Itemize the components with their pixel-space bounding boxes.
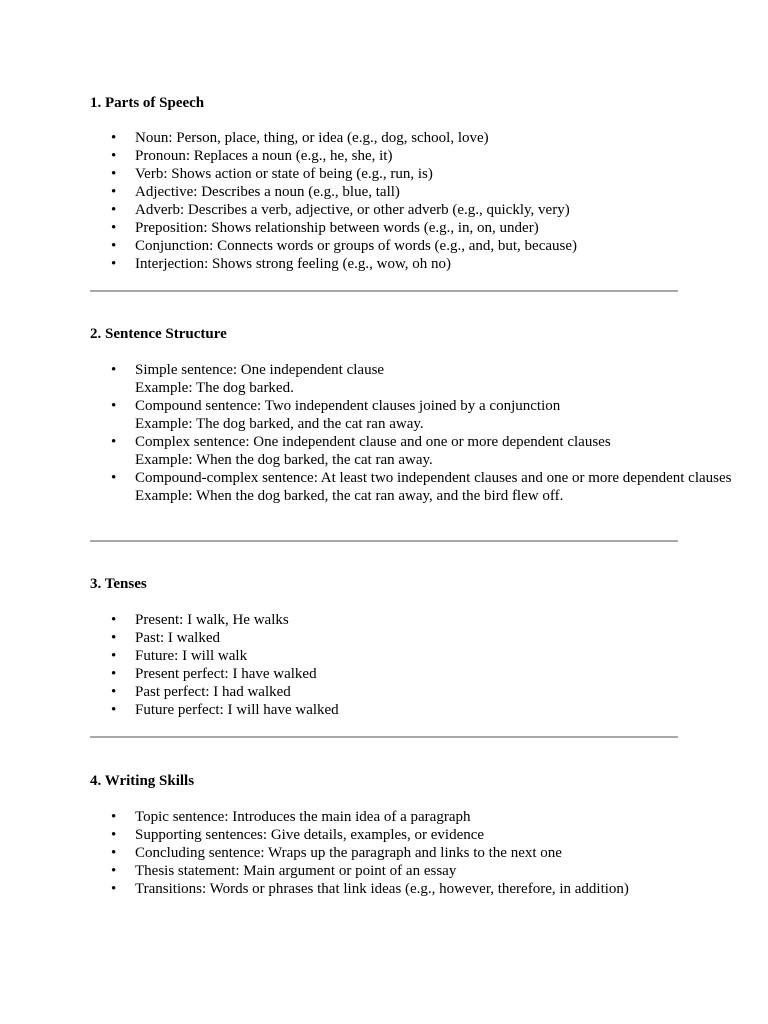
- list-item: • Interjection: Shows strong feeling (e.g., wow, oh no): [135, 255, 735, 273]
- writing-skills-list: [90, 808, 735, 898]
- section-divider: [90, 290, 678, 292]
- list-item: • Thesis statement: Main argument or point of an essay: [135, 862, 735, 880]
- parts-of-speech-list: [90, 129, 735, 273]
- list-item: • Transitions: Words or phrases that link ideas (e.g., however, therefore, in addition): [135, 880, 735, 898]
- list-item: • Verb: Shows action or state of being (e.g., run, is): [135, 165, 735, 183]
- list-item: [135, 361, 735, 397]
- list-item: • Adverb: Describes a verb, adjective, or other adverb (e.g., quickly, very): [135, 201, 735, 219]
- item-text: Compound sentence: Two independent clauses joined by a conjunction: [135, 398, 561, 414]
- list-item: • Supporting sentences: Give details, examples, or evidence: [135, 826, 735, 844]
- list-item: [135, 469, 735, 505]
- section-title-sentence-structure: 2. Sentence Structure: [90, 326, 227, 342]
- list-item: • Present perfect: I have walked: [135, 665, 735, 683]
- sentence-structure-list: [90, 361, 735, 505]
- list-item: [135, 397, 735, 433]
- list-item: • Concluding sentence: Wraps up the paragraph and links to the next one: [135, 844, 735, 862]
- item-example: Example: The dog barked.: [135, 380, 294, 396]
- list-item: • Past: I walked: [135, 629, 735, 647]
- item-text: Compound-complex sentence: At least two independent clauses and one or more dependent clauses: [135, 470, 732, 486]
- section-divider: [90, 540, 678, 542]
- list-item: • Preposition: Shows relationship between words (e.g., in, on, under): [135, 219, 735, 237]
- list-item: [135, 433, 735, 469]
- list-item: • Present: I walk, He walks: [135, 611, 735, 629]
- item-example: Example: The dog barked, and the cat ran away.: [135, 416, 424, 432]
- list-item: • Past perfect: I had walked: [135, 683, 735, 701]
- list-item: • Future perfect: I will have walked: [135, 701, 735, 719]
- list-item: • Noun: Person, place, thing, or idea (e.g., dog, school, love): [135, 129, 735, 147]
- section-title-tenses: 3. Tenses: [90, 576, 147, 592]
- item-example: Example: When the dog barked, the cat ran away.: [135, 452, 433, 468]
- item-text: Complex sentence: One independent clause and one or more dependent clauses: [135, 434, 611, 450]
- item-example: Example: When the dog barked, the cat ran away, and the bird flew off.: [135, 488, 564, 504]
- section-title-parts-of-speech: 1. Parts of Speech: [90, 95, 205, 111]
- list-item: • Conjunction: Connects words or groups of words (e.g., and, but, because): [135, 237, 735, 255]
- list-item: • Adjective: Describes a noun (e.g., blue, tall): [135, 183, 735, 201]
- list-item: • Topic sentence: Introduces the main idea of a paragraph: [135, 808, 735, 826]
- section-title-writing-skills: 4. Writing Skills: [90, 773, 195, 789]
- tenses-list: [90, 611, 735, 719]
- list-item: • Future: I will walk: [135, 647, 735, 665]
- item-text: Simple sentence: One independent clause: [135, 362, 385, 378]
- section-divider: [90, 736, 678, 738]
- list-item: • Pronoun: Replaces a noun (e.g., he, she, it): [135, 147, 735, 165]
